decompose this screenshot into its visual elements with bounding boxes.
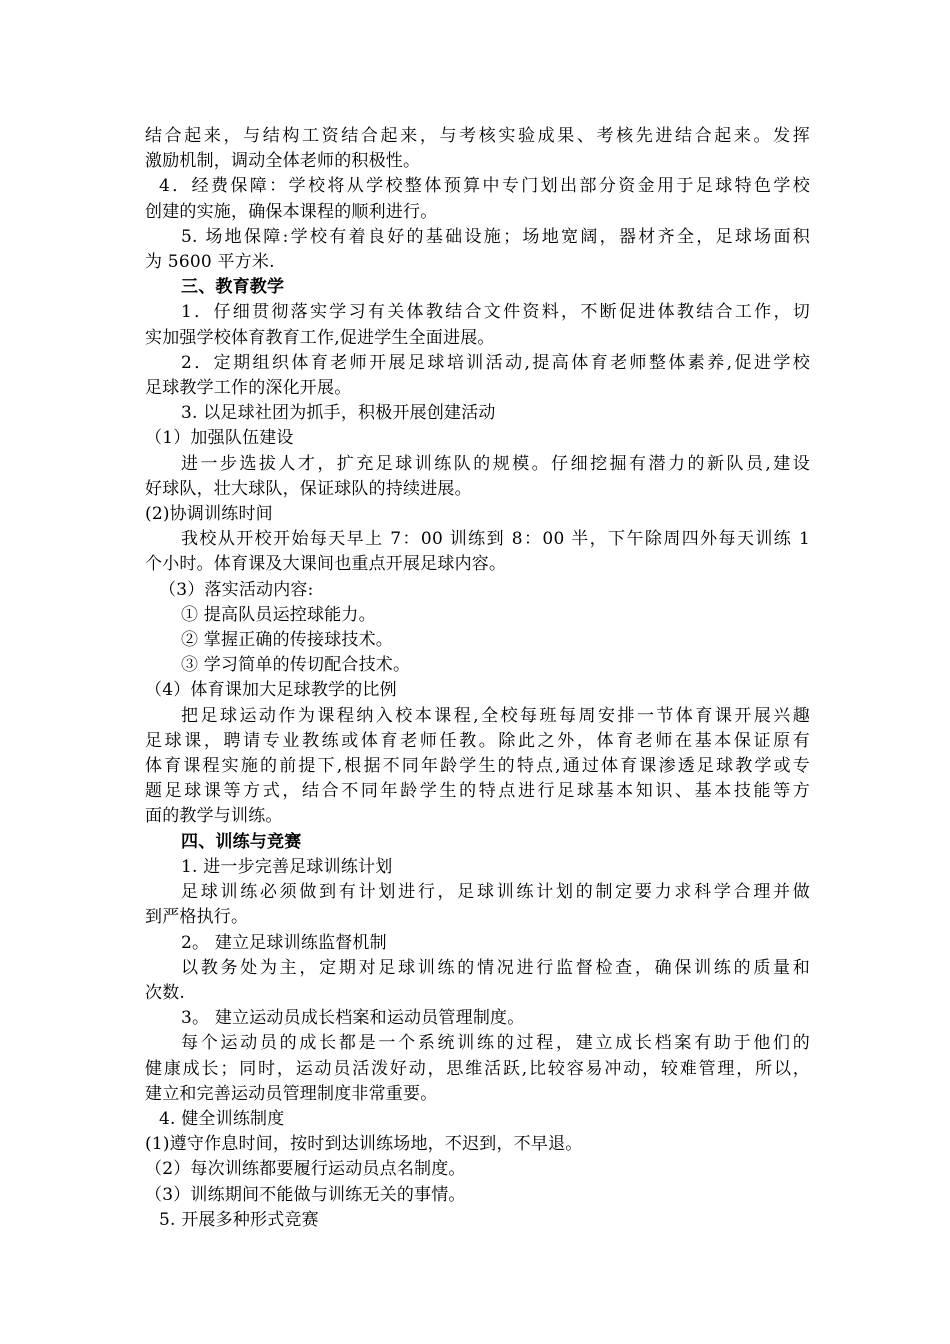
section-heading: 四、训练与竞赛 — [181, 831, 302, 852]
paragraph-line: 题足球课等方式，结合不同年龄学生的特点进行足球基本知识、基本技能等方 — [145, 781, 810, 802]
paragraph-line: 5. 场地保障:学校有着良好的基础设施；场地宽阔，器材齐全，足球场面积 — [181, 226, 810, 247]
sub-heading: (2)协调训练时间 — [145, 504, 273, 525]
sub-heading: 2。 建立足球训练监督机制 — [181, 932, 387, 953]
section-heading: 三、教育教学 — [181, 277, 285, 298]
paragraph-line: 足球课，聘请专业教练或体育老师任教。除此之外，体育老师在基本保证原有 — [145, 730, 810, 751]
paragraph-line: 我校从开校开始每天早上 7：00 训练到 8：00 半，下午除周四外每天训练 1 — [181, 529, 810, 550]
sub-heading: 1. 进一步完善足球训练计划 — [181, 856, 393, 877]
list-item: （2）每次训练都要履行运动员点名制度。 — [145, 1159, 466, 1180]
list-item: ③ 学习简单的传切配合技术。 — [181, 655, 411, 676]
paragraph-line: 健康成长；同时，运动员活泼好动，思维活跃,比较容易冲动，较难管理，所以， — [145, 1058, 810, 1079]
paragraph-line: 实加强学校体育教育工作,促进学生全面进展。 — [145, 327, 495, 348]
paragraph-line: 创建的实施，确保本课程的顺利进行。 — [145, 201, 438, 222]
paragraph-line: 把足球运动作为课程纳入校本课程,全校每班每周安排一节体育课开展兴趣 — [181, 705, 810, 726]
list-item: （3）训练期间不能做与训练无关的事情。 — [145, 1184, 466, 1205]
paragraph-line: 激励机制，调动全体老师的积极性。 — [145, 151, 421, 172]
paragraph-line: 2．定期组织体育老师开展足球培训活动,提高体育老师整体素养,促进学校 — [181, 352, 810, 373]
sub-heading: 5. 开展多种形式竞赛 — [159, 1209, 319, 1230]
paragraph-line: 结合起来，与结构工资结合起来，与考核实验成果、考核先进结合起来。发挥 — [145, 126, 810, 146]
paragraph-line: 到严格执行。 — [145, 907, 249, 928]
sub-heading: （3）落实活动内容: — [159, 579, 314, 600]
list-item: ① 提高队员运控球能力。 — [181, 604, 376, 625]
paragraph-line: 建立和完善运动员管理制度非常重要。 — [145, 1083, 438, 1104]
list-item: (1)遵守作息时间，按时到达训练场地，不迟到，不早退。 — [145, 1134, 583, 1155]
paragraph-line: 面的教学与训练。 — [145, 806, 283, 827]
sub-heading: （1）加强队伍建设 — [145, 428, 294, 449]
sub-heading: 3。 建立运动员成长档案和运动员管理制度。 — [181, 1008, 525, 1029]
paragraph-line: 好球队，壮大球队，保证球队的持续进展。 — [145, 478, 472, 499]
paragraph-line: 足球教学工作的深化开展。 — [145, 378, 352, 399]
paragraph-line: 体育课程实施的前提下,根据不同年龄学生的特点,通过体育课渗透足球教学或专 — [145, 756, 810, 777]
paragraph-line: 进一步选拔人才，扩充足球训练队的规模。仔细挖掘有潜力的新队员,建设 — [181, 453, 810, 474]
list-item: ② 掌握正确的传接球技术。 — [181, 630, 394, 651]
paragraph-line: 为 5600 平方米. — [145, 252, 275, 273]
document-body — [145, 124, 810, 1233]
paragraph-line: 3. 以足球社团为抓手，积极开展创建活动 — [181, 403, 496, 424]
paragraph-line: 以教务处为主，定期对足球训练的情况进行监督检查，确保训练的质量和 — [181, 957, 810, 978]
paragraph-line: 足球训练必须做到有计划进行，足球训练计划的制定要力求科学合理并做 — [181, 882, 810, 903]
paragraph-line: 每个运动员的成长都是一个系统训练的过程，建立成长档案有助于他们的 — [181, 1033, 810, 1054]
sub-heading: 4. 健全训练制度 — [159, 1108, 285, 1129]
paragraph-line: 4．经费保障：学校将从学校整体预算中专门划出部分资金用于足球特色学校 — [159, 176, 810, 197]
sub-heading: （4）体育课加大足球教学的比例 — [145, 680, 397, 701]
paragraph-line: 个小时。体育课及大课间也重点开展足球内容。 — [145, 554, 507, 575]
paragraph-line: 1．仔细贯彻落实学习有关体教结合文件资料，不断促进体教结合工作，切 — [181, 302, 810, 323]
paragraph-line: 次数. — [145, 982, 186, 1003]
